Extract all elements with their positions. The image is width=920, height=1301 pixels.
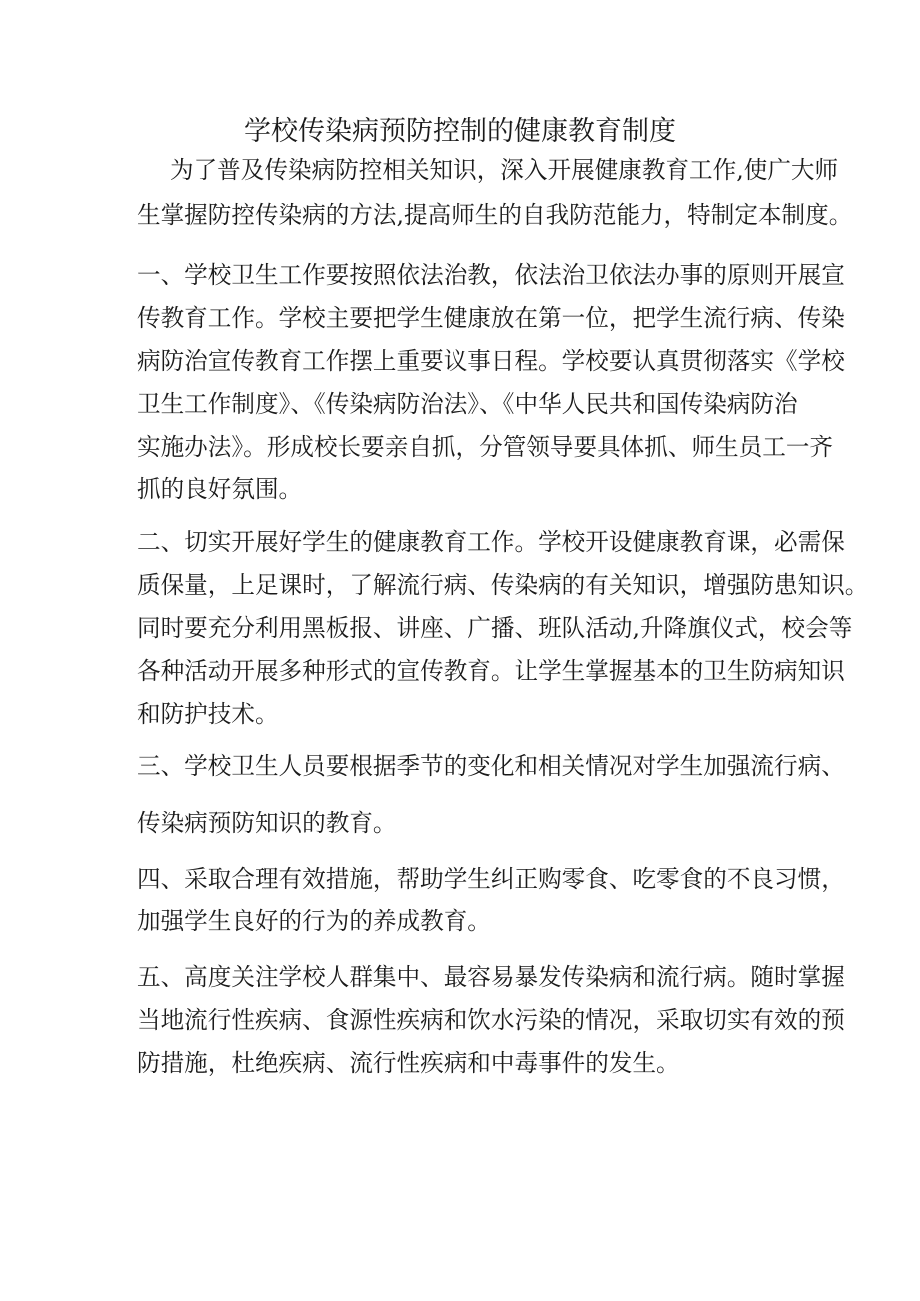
section-1-line-5: 实施办法》。形成校长要亲自抓，分管领导要具体抓、师生员工一齐	[137, 433, 834, 461]
section-1-line-2: 传教育工作。学校主要把学生健康放在第一位，把学生流行病、传染	[137, 304, 845, 332]
document-title: 学校传染病预防控制的健康教育制度	[244, 116, 676, 147]
section-1-line-6: 抓的良好氛围。	[137, 475, 303, 503]
section-2-line-1: 二、切实开展好学生的健康教育工作。学校开设健康教育课，必需保	[137, 528, 845, 556]
section-2-line-2: 质保量，上足课时，了解流行病、传染病的有关知识，增强防患知识。	[137, 571, 869, 599]
section-3-line-2: 传染病预防知识的教育。	[137, 809, 397, 837]
section-5-line-2: 当地流行性疾病、食源性疾病和饮水污染的情况，采取切实有效的预	[137, 1006, 845, 1034]
section-5-line-1: 五、高度关注学校人群集中、最容易暴发传染病和流行病。随时掌握	[137, 963, 845, 991]
section-1-line-4: 卫生工作制度》、《传染病防治法》、《中华人民共和国传染病防治	[137, 390, 798, 418]
intro-line-2: 生掌握防控传染病的方法,提高师生的自我防范能力，特制定本制度。	[137, 201, 853, 229]
section-2-line-3: 同时要充分利用黑板报、讲座、广播、班队活动,升降旗仪式，校会等	[137, 614, 853, 642]
section-3-line-1: 三、学校卫生人员要根据季节的变化和相关情况对学生加强流行病、	[137, 752, 845, 780]
section-1-line-1: 一、学校卫生工作要按照依法治教，依法治卫依法办事的原则开展宣	[137, 261, 845, 289]
intro-line-1: 为了普及传染病防控相关知识，深入开展健康教育工作,使广大师	[170, 156, 839, 184]
section-2-line-4: 各种活动开展多种形式的宣传教育。让学生掌握基本的卫生防病知识	[137, 657, 845, 685]
section-2-line-5: 和防护技术。	[137, 700, 279, 728]
section-5-line-3: 防措施，杜绝疾病、流行性疾病和中毒事件的发生。	[137, 1049, 680, 1077]
section-4-line-1: 四、采取合理有效措施，帮助学生纠正购零食、吃零食的不良习惯，	[137, 865, 845, 893]
section-4-line-2: 加强学生良好的行为的养成教育。	[137, 907, 491, 935]
section-1-line-3: 病防治宣传教育工作摆上重要议事日程。学校要认真贯彻落实《学校	[137, 347, 845, 375]
